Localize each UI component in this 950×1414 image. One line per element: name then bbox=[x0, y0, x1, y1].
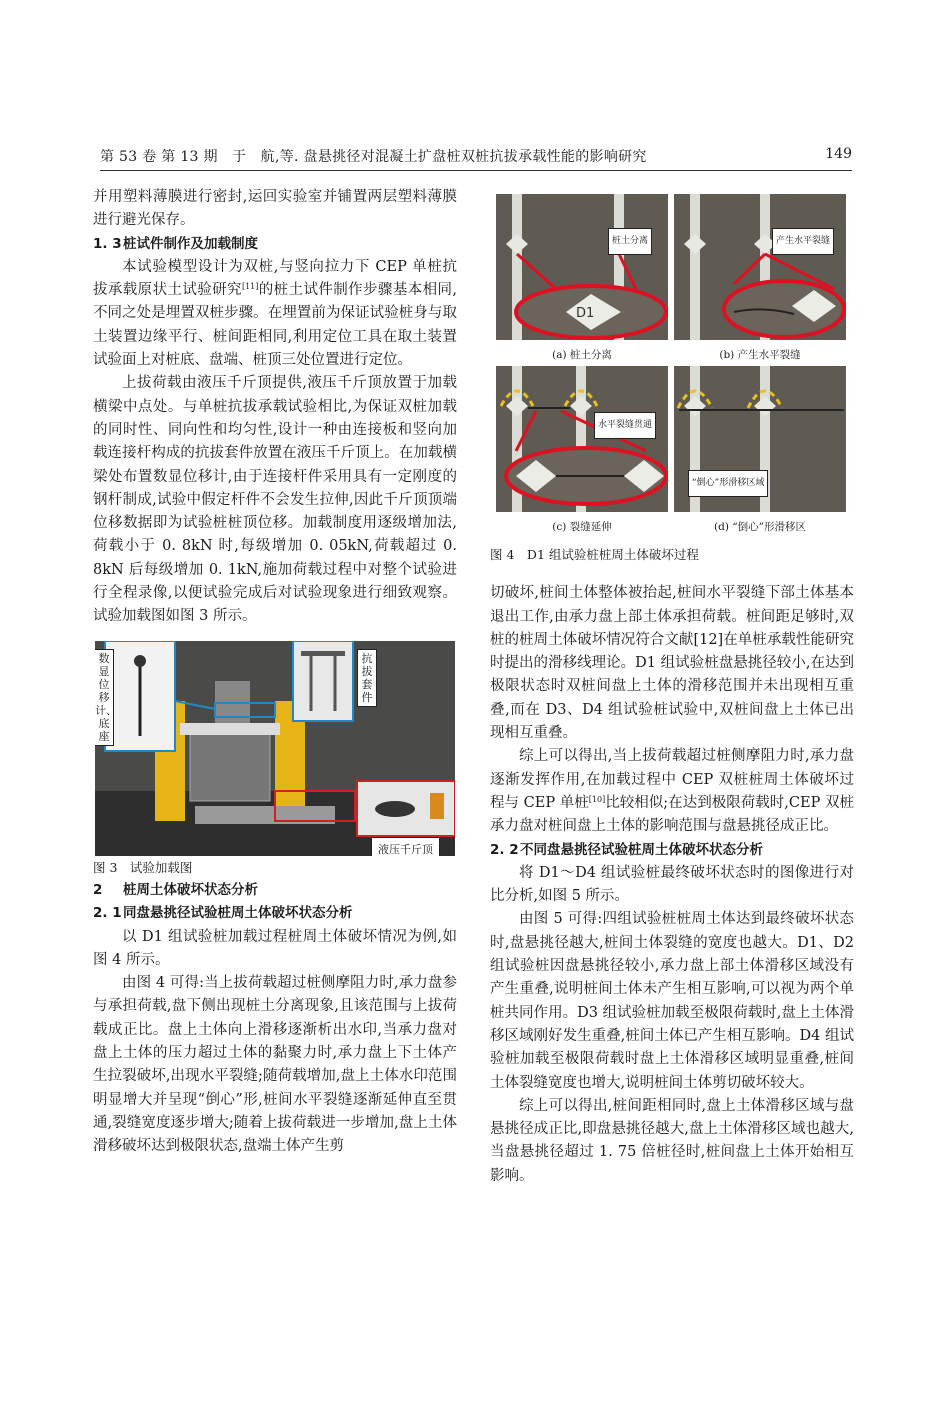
fig4-panel-a bbox=[496, 194, 668, 340]
section-title: 同盘悬挑径试验桩周土体破坏状态分析 bbox=[123, 905, 353, 922]
panel-d-caption: (d) “倒心”形滑移区 bbox=[714, 521, 806, 533]
paragraph: 综上可以得出,桩间距相同时,盘上土体滑移区域与盘悬挑径成正比,即盘悬挑径越大,盘上土体滑移区域也越大,当盘悬挑径超过 1. 75 倍桩径时,桩间盘上土体开始相互影响。 bbox=[490, 1097, 854, 1184]
paragraph: 以 D1 组试验桩加载过程桩周土体破坏情况为例,如图 4 所示。 bbox=[93, 928, 457, 968]
section-title: 不同盘悬挑径试验桩周土体破坏状态分析 bbox=[520, 841, 763, 858]
fig4-panel-d bbox=[674, 366, 846, 512]
fig4-panel-c bbox=[496, 366, 668, 512]
figure-4-caption: 图 4 D1 组试验桩桩周土体破坏过程 bbox=[490, 547, 699, 562]
fig4-panel-b bbox=[674, 194, 846, 340]
panel-c-caption: (c) 裂缝延伸 bbox=[552, 521, 612, 533]
paragraph: 由图 5 可得:四组试验桩桩周土体达到最终破坏状态时,盘悬挑径越大,桩间土体裂缝的宽度也越大。D1、D2 组试验桩因盘悬挑径较小,承力盘上部土体滑移区域没有产生重叠,说明桩间土体未产生相互影响,可以视为两个单桩共同作用。D3 组试验桩加载至极限荷载时,盘上土体滑移区域刚好发生重叠,桩间土体已产生相互影响。D4 组试验桩加载至极限荷载时盘上土体滑移区域明显重叠,桩间土体裂缝宽度也增大,说明桩间土体剪切破坏较大。 bbox=[490, 911, 854, 1091]
paragraph bbox=[490, 745, 854, 838]
running-header bbox=[100, 146, 852, 171]
section-heading-2 bbox=[93, 879, 457, 902]
citation: [10] bbox=[588, 794, 606, 804]
text-span: 本试验模型设计为双桩,与竖向拉力下 CEP 单桩抗拔承载原状土试验研究 bbox=[93, 258, 457, 299]
section-number: 2 bbox=[93, 881, 103, 898]
section-title: 桩试件制作及加载制度 bbox=[123, 235, 258, 252]
text-span: 比较相似;在达到极限荷载时,CEP 双桩承力盘对桩间盘上土体的影响范围与盘悬挑径成正比。 bbox=[490, 794, 854, 835]
fig3-label-left: 数显位移计、底座 bbox=[95, 649, 114, 746]
panel-b-caption: (b) 产生水平裂缝 bbox=[719, 349, 801, 361]
section-number: 1. 3 bbox=[93, 235, 122, 252]
text-span: 综上可以得出,当上拔荷载超过桩侧摩阻力时,承力盘逐渐发挥作用,在加载过程中 CEP 双桩桩周土体破坏过程与 CEP 单桩 bbox=[490, 748, 854, 811]
figure-3-photo bbox=[95, 641, 455, 856]
section-heading-1-3 bbox=[93, 233, 457, 256]
section-heading-2-1 bbox=[93, 902, 457, 925]
text-span: 的桩土试件制作步骤基本相同,不同之处是埋置双桩步骤。在埋置前为保证试验桩身与取土装置边缘平行、桩间距相同,利用定位工具在取土装置试验面上对桩底、盘端、桩顶三处位置进行定位。 bbox=[93, 282, 458, 369]
left-column bbox=[93, 186, 457, 1159]
fig3-label-right: 抗拔套件 bbox=[357, 649, 377, 707]
right-column bbox=[490, 186, 854, 1188]
figure-4 bbox=[496, 194, 856, 539]
figure-3-caption: 图 3 试验加载图 bbox=[93, 859, 193, 875]
section-number: 2. 2 bbox=[490, 841, 519, 858]
pile-label: D1 bbox=[576, 306, 595, 321]
panel-b-tag: 产生水平裂缝 bbox=[772, 228, 834, 255]
paragraph: 由图 4 可得:当上拔荷载超过桩侧摩阻力时,承力盘参与承担荷载,盘下侧出现桩土分离现象,且该范围与上拔荷载成正比。盘上土体向上滑移逐渐析出水印,当承力盘对盘上土体的压力超过土体的黏聚力时,承力盘上下土体产生拉裂破坏,出现水平裂缝;随荷载增加,盘上土体水印范围明显增大并呈现“倒心”形,桩间水平裂缝逐渐延伸直至贯通,裂缝宽度逐步增大;随着上拔荷载进一步增加,盘上土体滑移破坏达到极限状态,盘端土体产生剪 bbox=[93, 975, 457, 1155]
paragraph: 切破坏,桩间土体整体被抬起,桩间水平裂缝下部土体基本退出工作,由承力盘上部土体承担荷载。桩间距足够时,双桩的桩周土体破坏情况符合文献[12]在单桩承载性能研究时提出的滑移线理论。D1 组试验桩盘悬挑径较小,在达到极限状态时双桩间盘上土体的滑移范围并未出现相互重叠,而在 D3、D4 组试验桩试验中,双桩间盘上土体已出现相互重叠。 bbox=[490, 585, 854, 742]
panel-d-tag: “倒心”形滑移区域 bbox=[688, 470, 768, 497]
paragraph bbox=[93, 256, 457, 372]
paragraph: 并用塑料薄膜进行密封,运回实验室并铺置两层塑料薄膜进行避光保存。 bbox=[93, 189, 457, 229]
section-number: 2. 1 bbox=[93, 905, 122, 922]
section-title: 桩周土体破坏状态分析 bbox=[123, 881, 258, 898]
paragraph: 将 D1～D4 组试验桩最终破坏状态时的图像进行对比分析,如图 5 所示。 bbox=[490, 864, 854, 905]
panel-a-tag: 桩土分离 bbox=[608, 228, 652, 255]
paragraph: 上拔荷载由液压千斤顶提供,液压千斤顶放置于加载横梁中点处。与单桩抗拔承载试验相比,为保证双桩加载的同时性、同向性和均匀性,设计一种由连接板和竖向加载连接杆构成的抗拔套件放置在液压千斤顶上。在加载横梁处布置数显位移计,由于连接杆件采用具有一定刚度的钢杆制成,试验中假定杆件不会发生拉伸,因此千斤顶顶端位移数据即为试验桩桩顶位移。加载制度用逐级增加法,荷载小于 0. 8kN 时,每级增加 0. 05kN,荷载超过 0. 8kN 后每级增加 0. 1kN,施加荷载过程中对整个试验进行全程录像,以便试验完成后对试验现象进行细致观察。试验加载图如图 3 所示。 bbox=[93, 375, 457, 625]
running-title: 第 53 卷 第 13 期 于 航,等. 盘悬挑径对混凝土扩盘桩双桩抗拔承载性能的影响研究 bbox=[100, 149, 647, 165]
loading-rig-illustration bbox=[95, 641, 455, 856]
panel-b-photo bbox=[674, 194, 846, 340]
page-number: 149 bbox=[825, 146, 852, 162]
panel-a-photo bbox=[496, 194, 668, 340]
section-heading-2-2 bbox=[490, 839, 854, 862]
citation: [11] bbox=[241, 282, 259, 292]
fig3-label-bottom: 液压千斤顶 bbox=[371, 837, 440, 856]
panel-a-caption: (a) 桩土分离 bbox=[552, 349, 612, 361]
panel-c-tag: 水平裂缝贯通 bbox=[594, 412, 656, 439]
